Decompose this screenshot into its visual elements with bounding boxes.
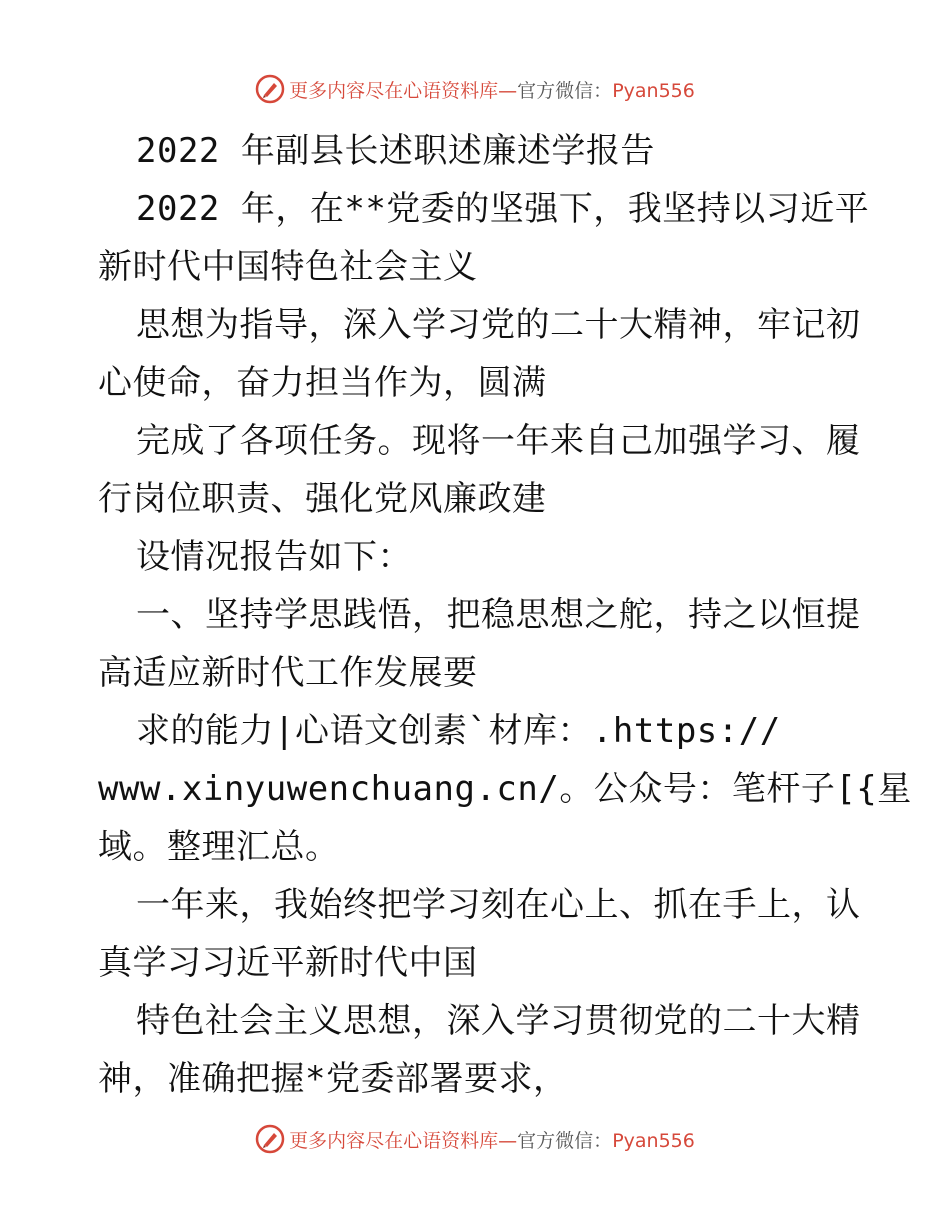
- footer-banner: [0, 1126, 950, 1156]
- document-title: 2022 年副县长述职述廉述学报告: [136, 131, 655, 171]
- pen-logo-icon: [255, 1124, 285, 1154]
- document-body: [98, 122, 912, 1108]
- paragraph-line: 求的能力|心语文创素`材库：.https://: [136, 711, 781, 751]
- paragraph-line: 设情况报告如下：: [136, 537, 412, 577]
- banner-wechat-label: 官方微信：: [517, 1130, 613, 1152]
- paragraph-line: 完成了各项任务。现将一年来自己加强学习、履: [136, 421, 861, 461]
- section-heading-cont: 高适应新时代工作发展要: [98, 653, 478, 693]
- banner-wechat-label: 官方微信：: [517, 80, 613, 102]
- section-heading: 一、坚持学思践悟，把稳思想之舵，持之以恒提: [136, 595, 861, 635]
- header-banner: [0, 76, 950, 106]
- pen-logo-icon: [255, 74, 285, 104]
- paragraph-line: 新时代中国特色社会主义: [98, 247, 478, 287]
- paragraph-line: www.xinyuwenchuang.cn/。公众号：笔杆子[{星: [98, 769, 912, 809]
- paragraph-line: 特色社会主义思想，深入学习贯彻党的二十大精: [136, 1001, 861, 1041]
- banner-wechat-id: Pyan556: [612, 80, 695, 102]
- paragraph-line: 神，准确把握*党委部署要求，: [98, 1059, 568, 1099]
- paragraph-line: 思想为指导，深入学习党的二十大精神，牢记初: [136, 305, 861, 345]
- paragraph-line: 一年来，我始终把学习刻在心上、抓在手上，认: [136, 885, 861, 925]
- paragraph-line: 2022 年，在**党委的坚强下，我坚持以习近平: [136, 189, 870, 229]
- banner-wechat-id: Pyan556: [612, 1130, 695, 1152]
- paragraph-line: 域。整理汇总。: [98, 827, 340, 867]
- paragraph-line: 行岗位职责、强化党风廉政建: [98, 479, 547, 519]
- banner-text: 更多内容尽在心语资料库—: [289, 1130, 518, 1152]
- banner-text: 更多内容尽在心语资料库—: [289, 80, 518, 102]
- paragraph-line: 心使命，奋力担当作为，圆满: [98, 363, 547, 403]
- paragraph-line: 真学习习近平新时代中国: [98, 943, 478, 983]
